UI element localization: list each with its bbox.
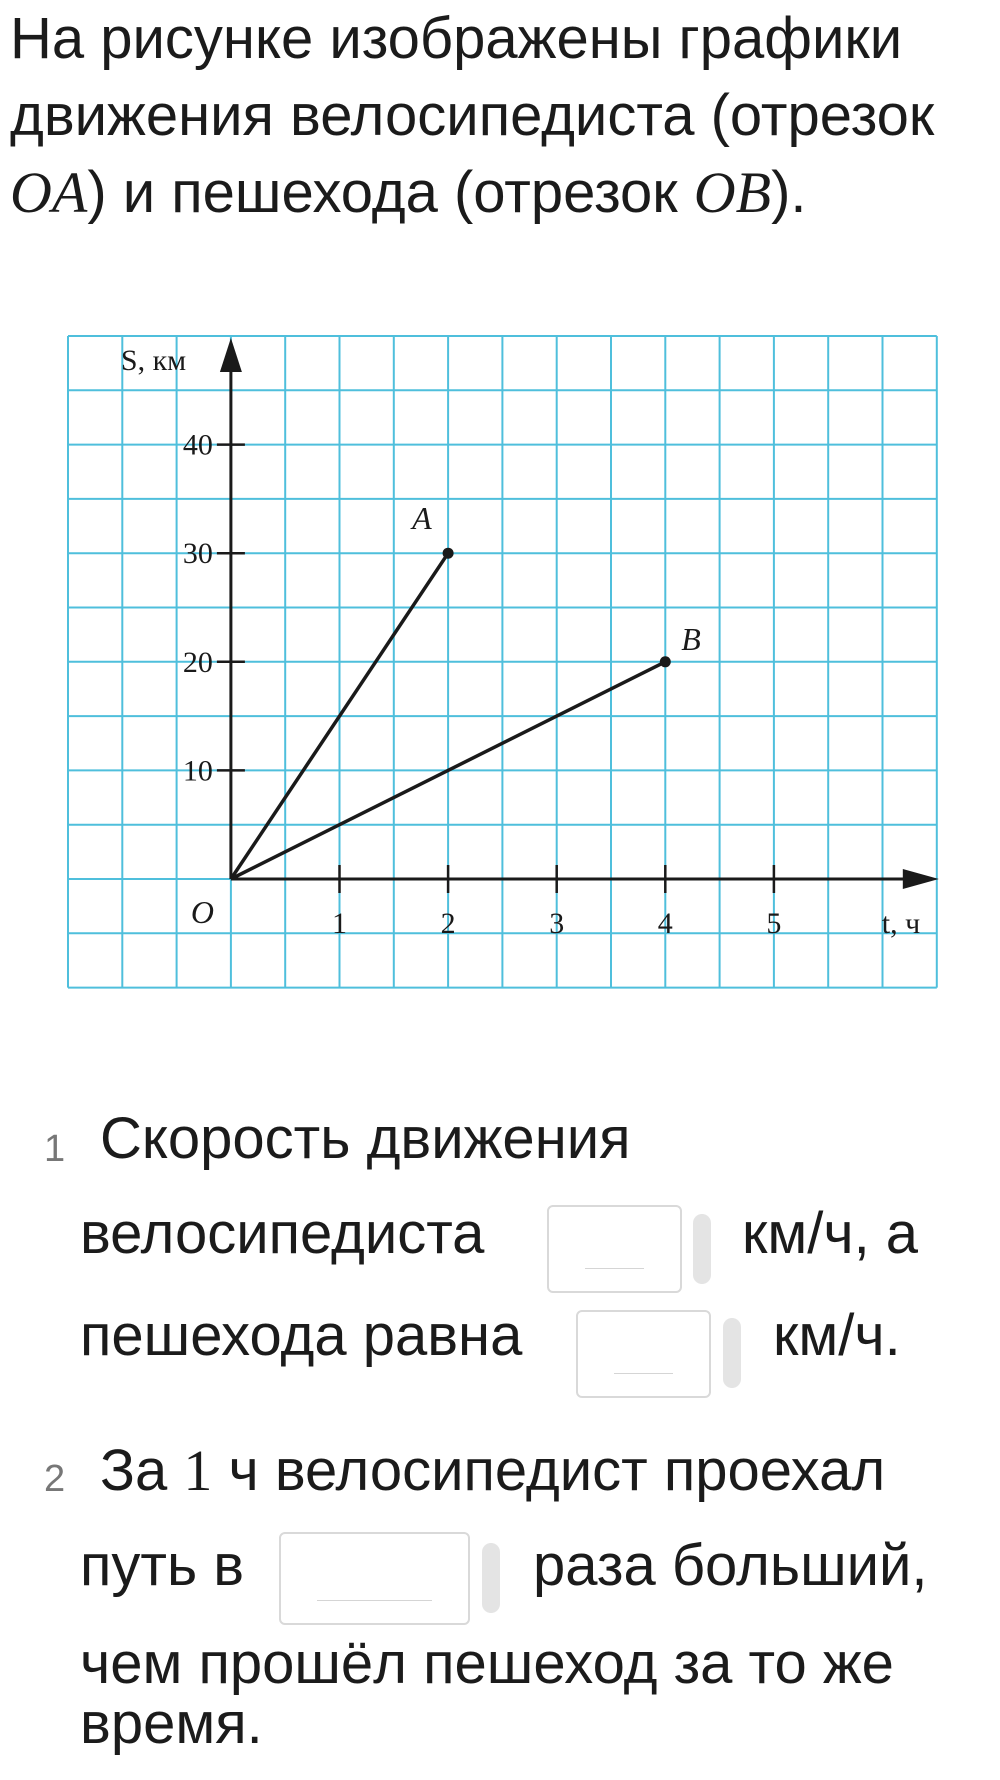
q2-line4: время. — [80, 1691, 263, 1756]
q2-line3: чем прошёл пешеход за то же — [80, 1631, 894, 1696]
y-tick-label: 20 — [182, 645, 213, 679]
q2-line2-after: раза больший, — [533, 1533, 928, 1598]
drag-handle[interactable] — [723, 1318, 741, 1388]
drag-handle[interactable] — [482, 1543, 500, 1613]
point-label-b: B — [681, 620, 701, 657]
point-label-a: A — [412, 500, 432, 537]
origin-label: O — [190, 894, 215, 930]
walker-speed-input[interactable] — [576, 1310, 711, 1398]
q2-line1 — [100, 1437, 885, 1504]
y-tick-label: 30 — [182, 537, 213, 571]
point-a — [443, 548, 454, 559]
q2-line2-text: путь в — [80, 1533, 245, 1598]
y-axis-arrow — [220, 338, 242, 372]
q2-line1-a: За — [100, 1438, 168, 1503]
input-underline — [585, 1268, 644, 1269]
segment-oa: OA — [10, 160, 88, 225]
input-underline — [614, 1373, 673, 1374]
segment-ob: OB — [693, 160, 772, 225]
statement-text-1: На рисунке изображены графики движения велосипедиста (отрезок — [10, 6, 935, 148]
q1-line3-text: пешехода равна — [80, 1303, 523, 1368]
q2-number: 1 — [183, 1438, 213, 1503]
input-underline — [317, 1600, 432, 1601]
q1-line2-text: велосипедиста — [80, 1201, 485, 1266]
statement-text-3: ). — [771, 160, 807, 225]
statement-text-2: ) и пешехода (отрезок — [87, 160, 694, 225]
question-number-1: 1 — [44, 1128, 66, 1170]
q1-line3-unit: км/ч. — [773, 1303, 901, 1368]
x-axis-label: t, ч — [881, 907, 921, 940]
drag-handle[interactable] — [693, 1214, 711, 1284]
x-tick-label: 1 — [332, 907, 347, 940]
x-tick-label: 5 — [766, 907, 782, 940]
point-b — [660, 656, 671, 667]
q1-line1: Скорость движения — [100, 1106, 631, 1171]
y-axis-label: S, км — [120, 344, 187, 377]
x-tick-label: 3 — [549, 907, 565, 940]
ratio-input[interactable] — [279, 1532, 470, 1625]
x-tick-label: 2 — [440, 907, 456, 940]
question-number-2: 2 — [44, 1458, 66, 1500]
x-tick-label: 4 — [657, 907, 673, 940]
x-axis-arrow — [903, 869, 939, 889]
y-tick-label: 40 — [182, 428, 213, 462]
bike-speed-input[interactable] — [547, 1205, 682, 1293]
q2-line1-b: ч велосипедист проехал — [228, 1438, 886, 1503]
y-tick-label: 10 — [182, 754, 213, 788]
q1-line2-unit: км/ч, а — [742, 1201, 919, 1266]
